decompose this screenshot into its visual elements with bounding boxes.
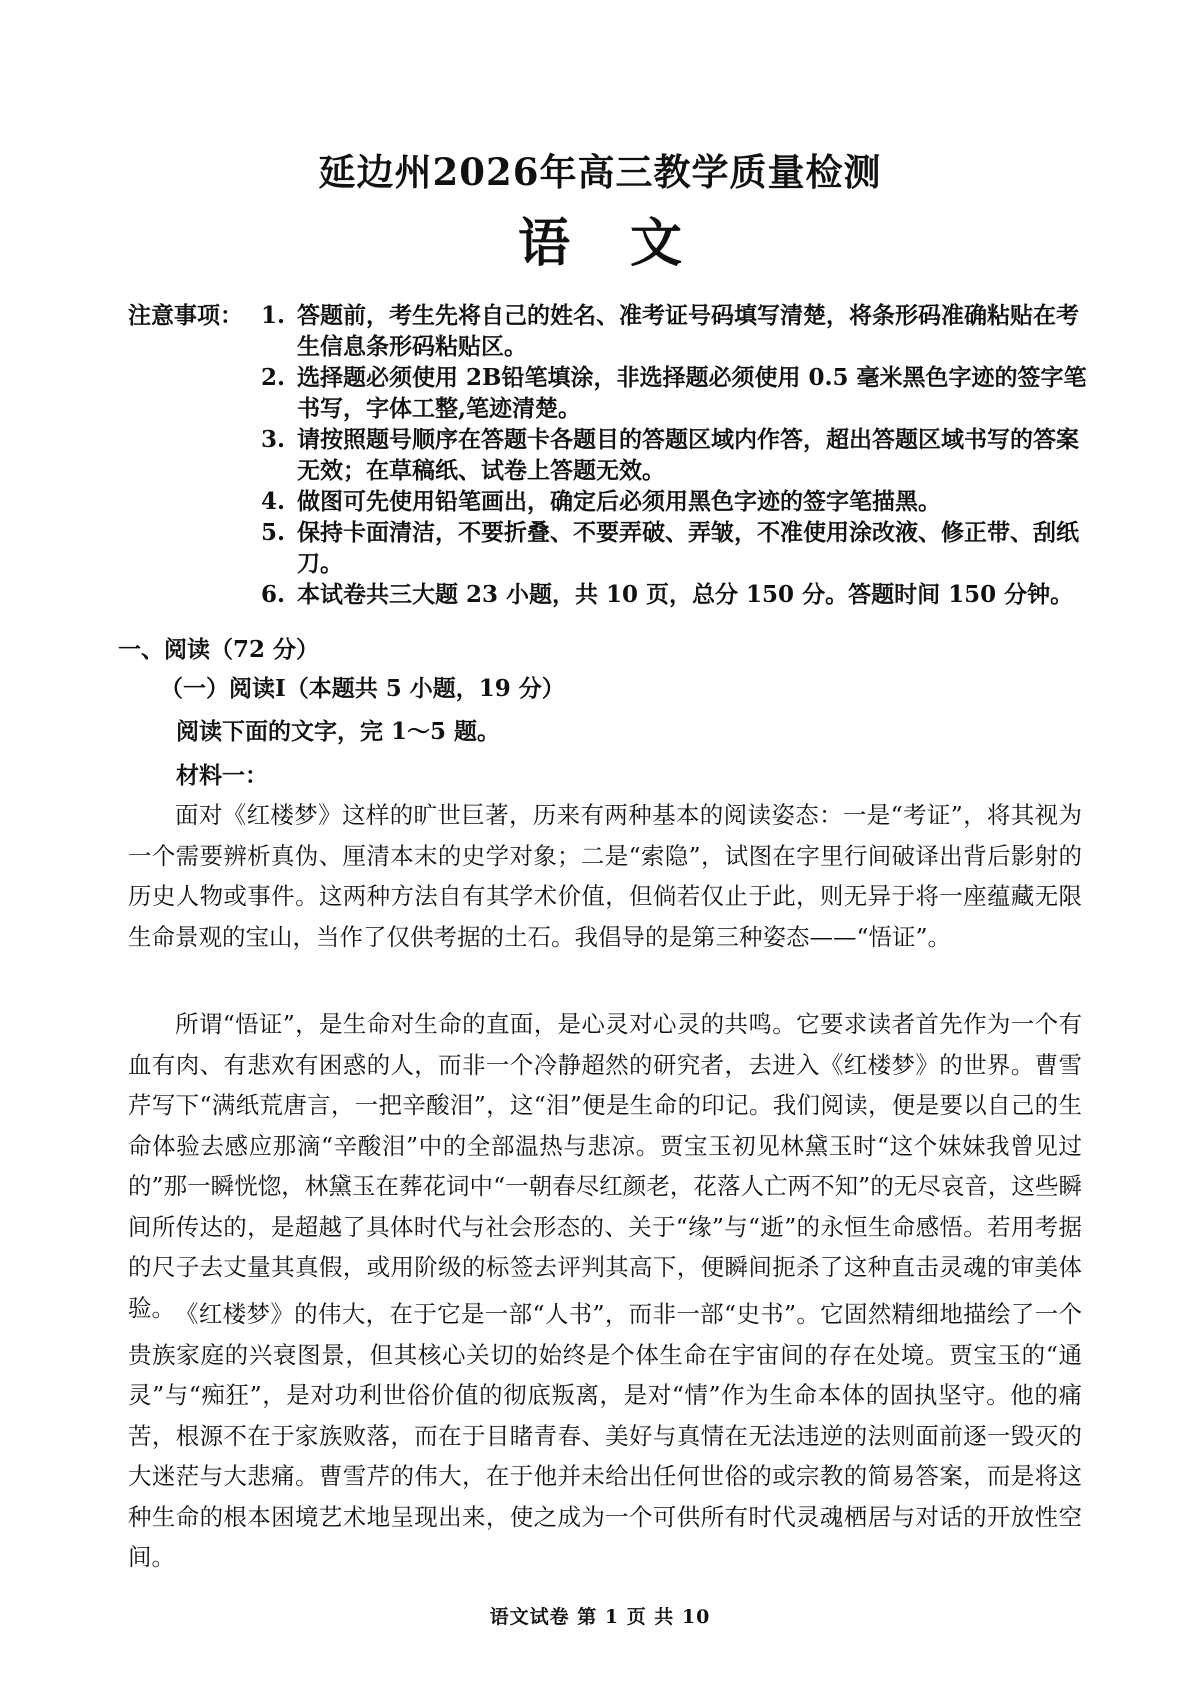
notice-item-number: 6.	[261, 581, 286, 608]
notice-label: 注意事项：	[128, 302, 243, 329]
notice-item-number: 3.	[261, 426, 286, 453]
sub-section-title: （一）阅读Ⅰ（本题共 5 小题，19 分）	[160, 675, 565, 702]
notice-item-6	[261, 579, 1088, 610]
paragraph-1: 面对《红楼梦》这样的旷世巨著，历来有两种基本的阅读姿态：一是“考证”，将其视为一个需要辨析真伪、厘清本末的史学对象；二是“索隐”，试图在字里行间破译出背后影射的历史人物或事件。这两种方法自有其学术价值，但倘若仅止于此，则无异于将一座蕴藏无限生命景观的宝山，当作了仅供考据的土石。我倡导的是第三种姿态——“悟证”。	[128, 801, 1082, 951]
notice-item-text: 做图可先使用铅笔画出，确定后必须用黑色字迹的签字笔描黑。	[297, 488, 941, 515]
notice-item-text: 请按照题号顺序在答题卡各题目的答题区域内作答，超出答题区域书写的答案无效；在草稿纸、试卷上答题无效。	[297, 426, 1079, 484]
notice-item-text: 答题前，考生先将自己的姓名、准考证号码填写清楚，将条形码准确粘贴在考生信息条形码粘贴区。	[297, 302, 1079, 360]
notice-item-1	[261, 300, 1088, 362]
section-title: 一、阅读（72 分）	[118, 636, 320, 663]
exam-title: 延边州2026年高三教学质量检测	[318, 150, 882, 194]
notice-item-number: 4.	[261, 488, 286, 515]
notice-item-number: 1.	[261, 302, 286, 329]
reading-instruction: 阅读下面的文字，完 1～5 题。	[176, 718, 501, 745]
paragraph-2: 所谓“悟证”，是生命对生命的直面，是心灵对心灵的共鸣。它要求读者首先作为一个有血有肉、有悲欢有困惑的人，而非一个冷静超然的研究者，去进入《红楼梦》的世界。曹雪芹写下“满纸荒唐言，一把辛酸泪”，这“泪”便是生命的印记。我们阅读，便是要以自己的生命体验去感应那滴“辛酸泪”中的全部温热与悲凉。贾宝玉初见林黛玉时“这个妹妹我曾见过的”那一瞬恍惚，林黛玉在葬花词中“一朝春尽红颜老，花落人亡两不知”的无尽哀音，这些瞬间所传达的，是超越了具体时代与社会形态的、关于“缘”与“逝”的永恒生命感悟。若用考据的尺子去丈量其真假，或用阶级的标签去评判其高下，便瞬间扼杀了这种直击灵魂的审美体验。	[128, 1010, 1082, 1322]
notice-item-4	[261, 486, 1088, 517]
notice-item-3	[261, 424, 1088, 486]
notice-item-number: 5.	[261, 519, 286, 546]
material-label: 材料一：	[176, 762, 268, 789]
notice-item-text: 保持卡面清洁，不要折叠、不要弄破、弄皱，不准使用涂改液、修正带、刮纸刀。	[297, 519, 1079, 577]
subject-title: 语文	[517, 213, 742, 274]
page-footer: 语文试卷 第 1 页 共 10	[489, 1606, 711, 1628]
notice-item-text: 选择题必须使用 2B铅笔填涂，非选择题必须使用 0.5 毫米黑色字迹的签字笔书写，字体工整,笔迹清楚。	[297, 364, 1087, 422]
notice-item-text: 本试卷共三大题 23 小题，共 10 页，总分 150 分。答题时间 150 分钟。	[297, 581, 1074, 608]
notice-item-number: 2.	[261, 364, 286, 391]
notice-item-5	[261, 517, 1088, 579]
notice-item-2	[261, 362, 1088, 424]
paragraph-3: 《红楼梦》的伟大，在于它是一部“人书”，而非一部“史书”。它固然精细地描绘了一个贵族家庭的兴衰图景，但其核心关切的始终是个体生命在宇宙间的存在处境。贾宝玉的“通灵”与“痴狂”，是对功利世俗价值的彻底叛离，是对“情”作为生命本体的固执坚守。他的痛苦，根源不在于家族败落，而在于目睹青春、美好与真情在无法违逆的法则面前逐一毁灭的大迷茫与大悲痛。曹雪芹的伟大，在于他并未给出任何世俗的或宗教的简易答案，而是将这种生命的根本困境艺术地呈现出来，使之成为一个可供所有时代灵魂栖居与对话的开放性空间。	[128, 1300, 1082, 1571]
